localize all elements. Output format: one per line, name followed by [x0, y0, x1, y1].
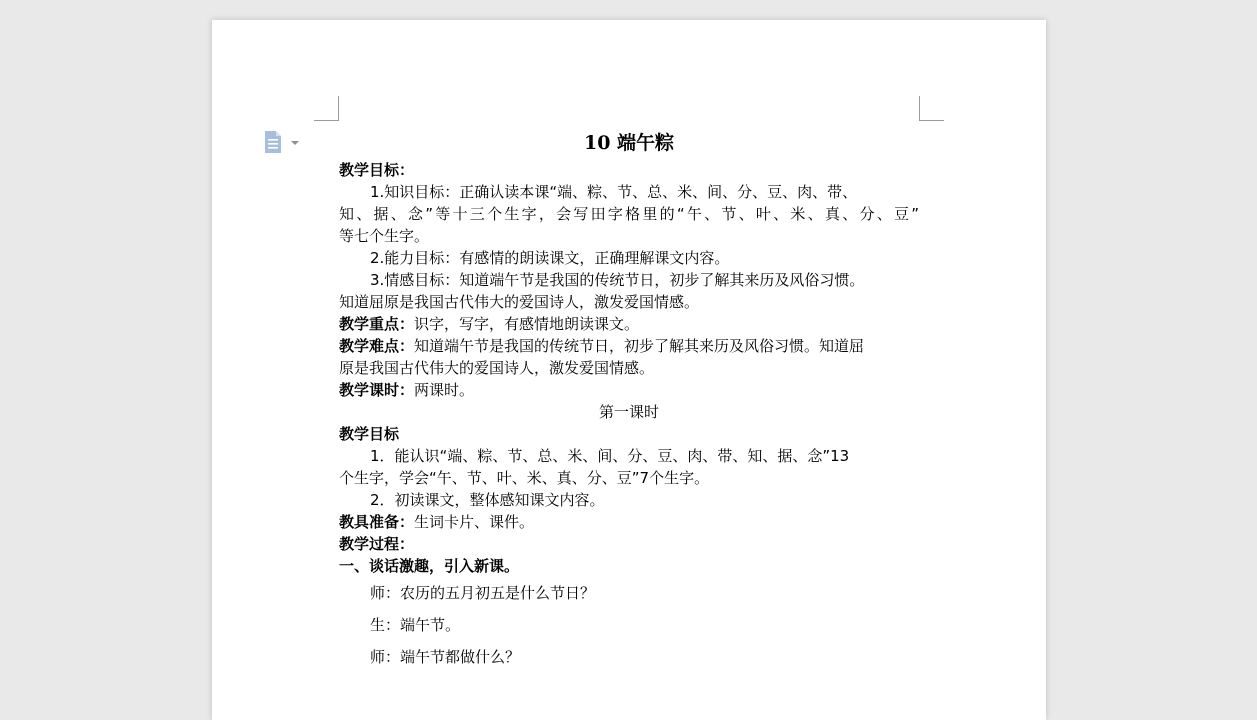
emotion-goal-line-2: 知道屈原是我国古代伟大的爱国诗人，激发爱国情感。: [339, 293, 700, 311]
knowledge-goal-line-1: [339, 181, 919, 203]
document-body: [339, 128, 919, 673]
line-label: 一、谈话激趣，引入新课。: [339, 557, 520, 575]
line-label: 教具准备：: [339, 513, 415, 531]
line-text: 识字，写字，有感情地朗读课文。: [414, 315, 640, 333]
crop-mark-top-right: [919, 96, 944, 121]
section-one-heading: [339, 555, 919, 577]
line-label: 教学目标: [339, 425, 400, 443]
dialogue-line-2: 生：端午节。: [370, 616, 461, 634]
line-label: 教学过程：: [339, 535, 415, 553]
teaching-aids: [339, 511, 919, 533]
document-title: 10 端午粽: [583, 132, 675, 154]
knowledge-goal-line-2: 知、据、念”等十三个生字，会写田字格里的“午、节、叶、米、真、分、豆”: [339, 205, 919, 223]
line-label: 教学重点：: [339, 315, 415, 333]
dialogue-line-3: 师：端午节都做什么？: [370, 648, 521, 666]
lesson-goal-2: 2．初读课文，整体感知课文内容。: [370, 491, 605, 509]
line-label: 教学目标：: [339, 161, 415, 179]
line-label: 教学课时：: [339, 381, 415, 399]
lesson-goal-1-line-1: 1．能认识“端、粽、节、总、米、间、分、豆、肉、带、知、据、念”13: [370, 447, 850, 465]
teaching-key-points: [339, 313, 919, 335]
paste-options-icon[interactable]: [263, 130, 305, 154]
first-lesson-heading: 第一课时: [598, 403, 659, 421]
line-text: 生词卡片、课件。: [414, 513, 535, 531]
lesson-goal-1-line-2: 个生字，学会“午、节、叶、米、真、分、豆”7个生字。: [339, 469, 710, 487]
crop-mark-top-left: [314, 96, 339, 121]
ability-goal-line: 2.能力目标：有感情的朗读课文，正确理解课文内容。: [370, 249, 730, 267]
document-page: [212, 20, 1046, 720]
line-text: 知道端午节是我国的传统节日，初步了解其来历及风俗习惯。知道屈: [414, 337, 865, 355]
line-text: 1.知识目标：正确认读本课“端、粽、节、总、米、间、分、豆、肉、带、: [370, 183, 858, 201]
class-hours: [339, 379, 919, 401]
dialogue-line-1: 师：农历的五月初五是什么节日？: [370, 584, 596, 602]
teaching-goals-heading: [339, 159, 919, 181]
line-text: 两课时。: [414, 381, 475, 399]
lesson-goals-heading: [339, 423, 919, 445]
knowledge-goal-line-3: 等七个生字。: [339, 227, 430, 245]
emotion-goal-line-1: 3.情感目标：知道端午节是我国的传统节日，初步了解其来历及风俗习惯。: [370, 271, 865, 289]
line-label: 教学难点：: [339, 337, 415, 355]
teaching-difficulties-line-1: [339, 335, 919, 357]
teaching-difficulties-line-2: 原是我国古代伟大的爱国诗人，激发爱国情感。: [339, 359, 655, 377]
teaching-process-heading: [339, 533, 919, 555]
